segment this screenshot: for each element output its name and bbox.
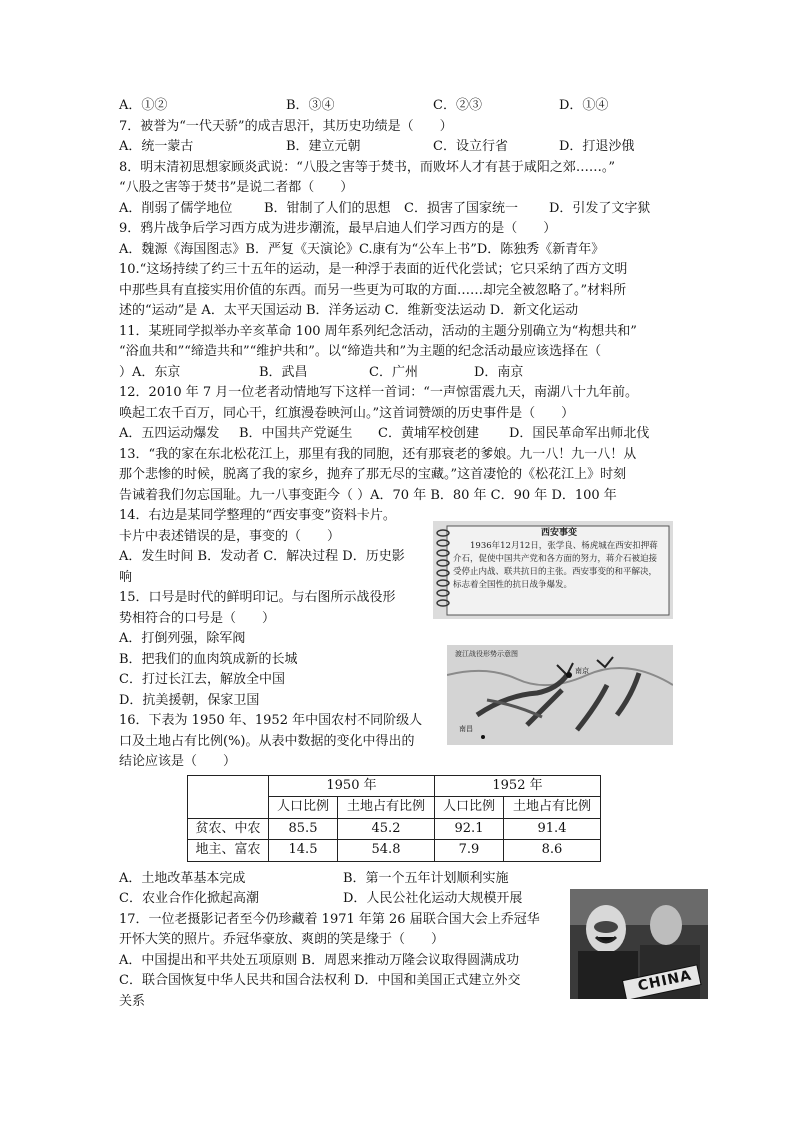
q7-option-b: B．建立元朝 <box>286 139 361 154</box>
photo-china-sign: CHINA <box>636 967 694 995</box>
q17-line4: C．联合国恢复中华人民共和国合法权利 D．中国和美国正式建立外交 <box>119 973 521 988</box>
q12-option-d: D．国民革命军出师北伐 <box>509 426 650 441</box>
q8-options <box>119 199 679 220</box>
table-row <box>188 818 601 840</box>
q15-line2: 势相符合的口号是（ ） <box>119 610 276 626</box>
q12-line2: 唤起工农千百万，同心干，红旗漫卷映河山。”这首词赞颂的历史事件是（ ） <box>119 405 575 421</box>
map-city-nanjing: 南京 <box>575 667 589 675</box>
q13-line1: 13．“我的家在东北松花江上，那里有我的同胞，还有那衰老的爹娘。九一八！九一八！从 <box>119 446 637 462</box>
q6-option-c: C．②③ <box>433 98 482 113</box>
q12-option-c: C．黄埔军校创建 <box>378 426 479 441</box>
table-cell: 7.9 <box>435 840 504 862</box>
q7-option-c: C．设立行省 <box>433 139 508 154</box>
table-cell: 92.1 <box>435 818 504 840</box>
xian-incident-card <box>433 521 673 619</box>
q9-options: A．魏源《海国图志》B．严复《天演论》C.康有为“公车上书”D．陈独秀《新青年》 <box>119 241 605 257</box>
q6-option-b: B．③④ <box>286 98 335 113</box>
map-title: 渡江战役形势示意图 <box>455 650 518 658</box>
q6-option-d: D．①④ <box>559 98 609 113</box>
q10-line2: 中那些具有直接实用价值的东西。而另一些更为可取的方面……却完全被忽略了。”材料所 <box>119 282 627 298</box>
q17-line1: 17．一位老摄影记者至今仍珍藏着 1971 年第 26 届联合国大会上乔冠华 <box>119 911 540 927</box>
q8-option-c: C．损害了国家统一 <box>404 200 518 216</box>
q11-line2: “浴血共和”“缔造共和”“维护共和”。以“缔造共和”为主题的纪念活动最应该选择在（ <box>119 344 602 359</box>
q15-option-d: D．抗美援朝，保家卫国 <box>119 692 260 708</box>
qiao-guanhua-photo <box>570 889 708 999</box>
q8-stem-line1: 8．明末清初思想家顾炎武说：“八股之害等于焚书，而败坏人才有甚于咸阳之郊……。” <box>119 159 616 175</box>
table-year-1952: 1952 年 <box>435 775 601 797</box>
table-cell: 45.2 <box>338 818 435 840</box>
table-subheader: 土地占有比例 <box>338 797 435 819</box>
battle-map-image <box>447 645 673 745</box>
q14-line3: A．发生时间 B．发动者 C．解决过程 D．历史影 <box>119 549 405 564</box>
q7-options <box>119 137 679 158</box>
q16-line3: 结论应该是（ ） <box>119 754 237 769</box>
table-header-row <box>188 775 601 797</box>
q6-option-a: A．①② <box>119 98 168 113</box>
q15-option-b: B．把我们的血肉筑成新的长城 <box>119 651 298 667</box>
q11-options <box>119 363 679 384</box>
card-content <box>453 527 665 592</box>
q16-options-ab <box>119 869 679 890</box>
q7-option-a: A．统一蒙古 <box>119 139 194 154</box>
q12-options <box>119 424 679 445</box>
q12-option-a: A．五四运动爆发 <box>119 426 220 441</box>
table-subheader: 人口比例 <box>269 797 338 819</box>
table-year-1950: 1950 年 <box>269 775 435 797</box>
card-title: 西安事变 <box>540 528 577 538</box>
q8-option-b: B．钳制了人们的思想 <box>264 200 391 216</box>
q16-line1: 16．下表为 1950 年、1952 年中国农村不同阶级人 <box>119 713 423 728</box>
map-city-nanchang: 南昌 <box>459 725 473 733</box>
q14-line4: 响 <box>119 569 133 585</box>
q10-line1: 10.“这场持续了约三十五年的运动，是一种浮于表面的近代化尝试；它只采纳了西方文明 <box>119 262 628 277</box>
q15-line1: 15．口号是时代的鲜明印记。与右图所示战役形 <box>119 590 396 605</box>
q16-table <box>187 775 601 862</box>
q11-line1: 11．某班同学拟举办辛亥革命 100 周年系列纪念活动，活动的主题分别确立为“构想共和” <box>119 323 637 339</box>
table-row-label: 地主、富农 <box>188 840 269 862</box>
q11-option-c: C．广州 <box>369 364 418 380</box>
q7-option-d: D．打退沙俄 <box>559 139 635 154</box>
table-cell: 54.8 <box>338 840 435 862</box>
q11-option-a: ）A．东京 <box>119 364 181 380</box>
q15-option-a: A．打倒列强，除军阀 <box>119 631 246 646</box>
map-graphic <box>447 645 673 745</box>
q11-option-d: D．南京 <box>474 364 524 380</box>
q8-option-d: D．引发了文字狱 <box>549 200 651 216</box>
q13-line2: 那个悲惨的时候，脱离了我的家乡，抛弃了那无尽的宝藏。”这首凄怆的《松花江上》时刻 <box>119 467 627 482</box>
q10-line3: 述的“运动”是 A．太平天国运动 B．洋务运动 C．维新变法运动 D．新文化运动 <box>119 303 579 318</box>
table-cell: 8.6 <box>504 840 601 862</box>
table-cell: 91.4 <box>504 818 601 840</box>
q14-line1: 14．右边是某同学整理的“西安事变”资料卡片。 <box>119 508 396 523</box>
q15-option-c: C．打过长江去，解放全中国 <box>119 672 285 687</box>
q9-stem: 9．鸦片战争后学习西方成为进步潮流，最早启迪人们学习西方的是（ ） <box>119 221 557 236</box>
q6-options <box>119 96 679 117</box>
table-row <box>188 840 601 862</box>
q16-table-wrap <box>119 773 679 869</box>
q16-option-c: C．农业合作化掀起高潮 <box>119 891 259 906</box>
q12-line1: 12．2010 年 7 月一位老者动情地写下这样一首词：“一声惊雷震九天，南湖八十九年前。 <box>119 385 638 400</box>
table-cell: 85.5 <box>269 818 338 840</box>
q16-option-d: D．人民公社化运动大规模开展 <box>343 891 523 906</box>
q16-option-a: A．土地改革基本完成 <box>119 870 246 886</box>
table-cell: 14.5 <box>269 840 338 862</box>
table-subheader: 人口比例 <box>435 797 504 819</box>
q13-line3: 告诫着我们勿忘国耻。九一八事变距今（ ）A．70 年 B．80 年 C．90 年 D．100 年 <box>119 487 617 503</box>
q16-option-b: B．第一个五年计划顺利实施 <box>343 870 509 886</box>
table-subheader: 土地占有比例 <box>504 797 601 819</box>
q17-line2: 开怀大笑的照片。乔冠华豪放、爽朗的笑是缘于（ ） <box>119 932 445 947</box>
q7-stem: 7．被誉为“一代天骄”的成吉思汗，其历史功绩是（ ） <box>119 118 453 134</box>
q17-line3: A．中国提出和平共处五项原则 B．周恩来推动万隆会议取得圆满成功 <box>119 952 520 968</box>
q14-line2: 卡片中表述错误的是，事变的（ ） <box>119 528 341 544</box>
table-corner-cell <box>188 775 269 818</box>
q17-line5: 关系 <box>119 993 146 1009</box>
q8-option-a: A．削弱了儒学地位 <box>119 200 233 216</box>
q16-line2: 口及土地占有比例(%)。从表中数据的变化中得出的 <box>119 733 415 749</box>
q8-stem-line2: “八股之害等于焚书”是说二者都（ ） <box>119 180 354 195</box>
q11-option-b: B．武昌 <box>259 364 308 380</box>
card-text: 1936年12月12日，张学良、杨虎城在西安扣押蒋介石，促使中国共产党和各方面的努力，蒋介石被迫接受停止内战、联共抗日的主张。西安事变的和平解决，标志着全国性的抗日战争爆发。 <box>453 541 658 590</box>
q12-option-b: B．中国共产党诞生 <box>239 426 353 441</box>
table-row-label: 贫农、中农 <box>188 818 269 840</box>
